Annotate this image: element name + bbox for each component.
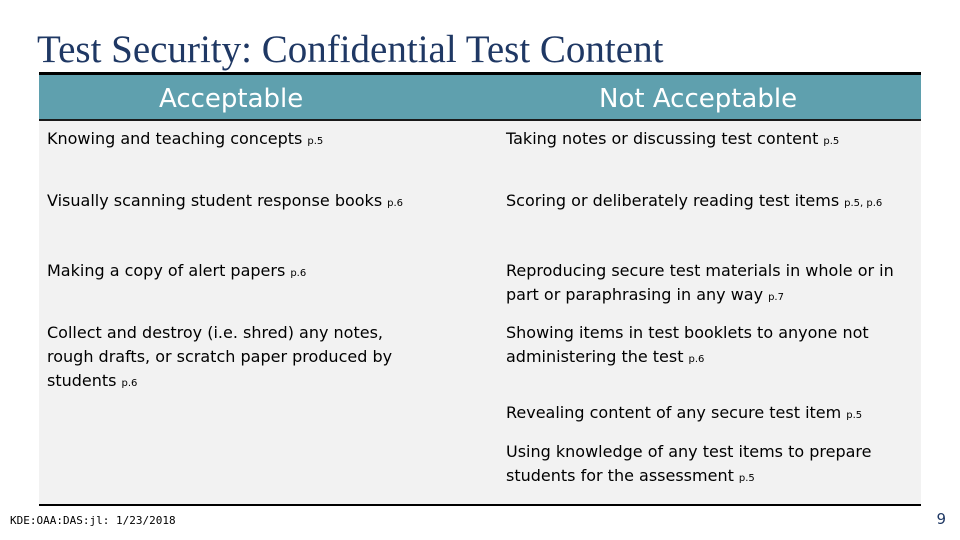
header-acceptable: Acceptable bbox=[159, 84, 304, 114]
not-acceptable-item bbox=[506, 440, 911, 491]
not-acceptable-item bbox=[506, 127, 916, 154]
page-ref: p.5 bbox=[307, 136, 324, 147]
header-not-acceptable: Not Acceptable bbox=[599, 84, 798, 114]
table-header bbox=[39, 75, 921, 121]
not-acceptable-item bbox=[506, 321, 911, 372]
item-text: Visually scanning student response books bbox=[47, 191, 383, 210]
acceptable-item bbox=[47, 259, 467, 286]
page-number: 9 bbox=[936, 510, 946, 528]
acceptable-item bbox=[47, 189, 467, 216]
item-text: Knowing and teaching concepts bbox=[47, 129, 303, 148]
item-text: Using knowledge of any test items to prepare students for the assessment bbox=[506, 442, 872, 485]
item-text: Reproducing secure test materials in whole or in part or paraphrasing in any way bbox=[506, 261, 894, 304]
item-text: Showing items in test booklets to anyone not administering the test bbox=[506, 323, 869, 366]
item-text: Making a copy of alert papers bbox=[47, 261, 286, 280]
page-ref: p.6 bbox=[688, 354, 705, 365]
acceptable-item bbox=[47, 127, 467, 154]
item-text: Revealing content of any secure test item bbox=[506, 403, 842, 422]
slide-title: Test Security: Confidential Test Content bbox=[37, 28, 664, 71]
acceptable-item bbox=[47, 321, 422, 396]
page-ref: p.5 bbox=[846, 410, 863, 421]
content-table bbox=[39, 72, 921, 506]
page-ref: p.7 bbox=[768, 292, 784, 303]
item-text: Collect and destroy (i.e. shred) any notes, rough drafts, or scratch paper produced by students bbox=[47, 323, 393, 390]
page-ref: p.5, p.6 bbox=[844, 198, 883, 209]
footer-label: KDE:OAA:DAS:jl: 1/23/2018 bbox=[10, 514, 176, 527]
page-ref: p.5 bbox=[738, 473, 755, 484]
page-ref: p.5 bbox=[823, 136, 840, 147]
item-text: Scoring or deliberately reading test items bbox=[506, 191, 840, 210]
not-acceptable-item bbox=[506, 401, 916, 428]
not-acceptable-item bbox=[506, 259, 911, 310]
page-ref: p.6 bbox=[121, 378, 138, 389]
page-ref: p.6 bbox=[387, 198, 404, 209]
not-acceptable-item bbox=[506, 189, 916, 216]
item-text: Taking notes or discussing test content bbox=[506, 129, 819, 148]
page-ref: p.6 bbox=[290, 268, 307, 279]
